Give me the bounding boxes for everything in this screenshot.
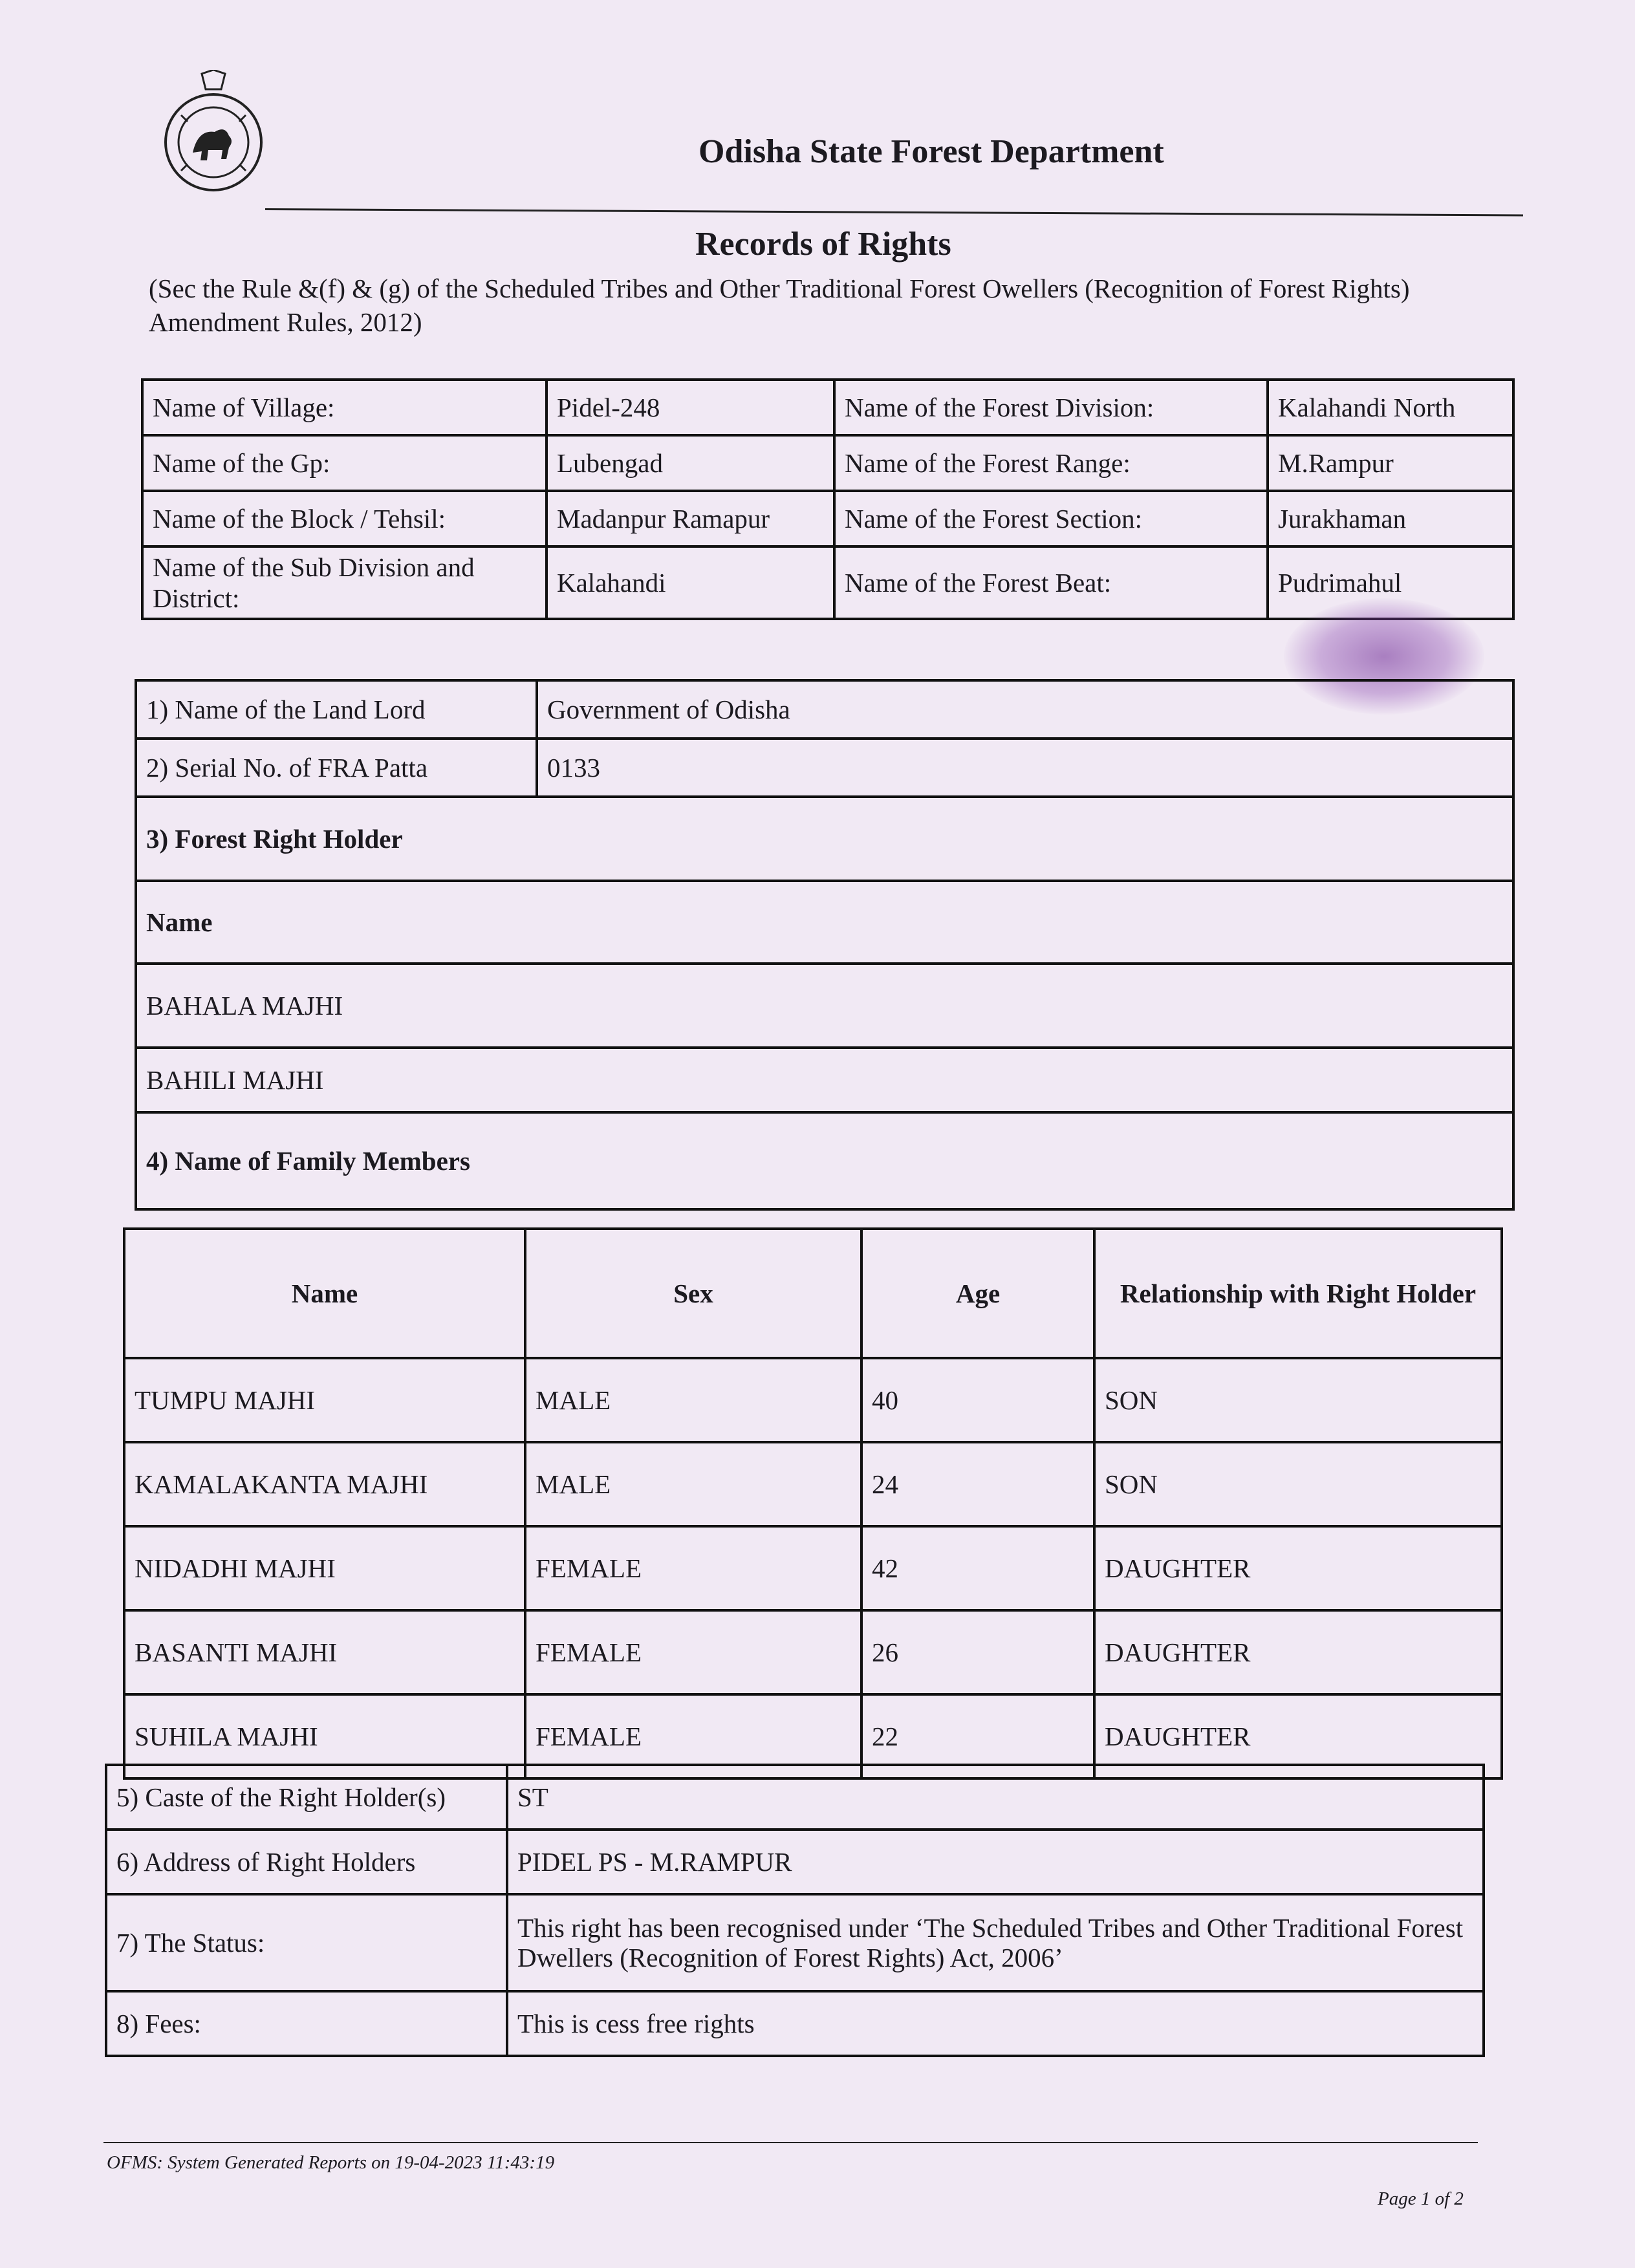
village-label: Name of Village: bbox=[142, 380, 547, 435]
member-relationship: DAUGHTER bbox=[1094, 1610, 1502, 1694]
member-age: 24 bbox=[861, 1442, 1094, 1526]
address-label: 6) Address of Right Holders bbox=[106, 1830, 507, 1894]
member-sex: FEMALE bbox=[525, 1526, 861, 1610]
caste-value: ST bbox=[507, 1765, 1484, 1830]
member-name: NIDADHI MAJHI bbox=[124, 1526, 525, 1610]
table-row bbox=[124, 1526, 1502, 1610]
member-sex: MALE bbox=[525, 1358, 861, 1442]
member-sex: FEMALE bbox=[525, 1610, 861, 1694]
gp-value: Lubengad bbox=[547, 435, 834, 491]
patta-serial-label: 2) Serial No. of FRA Patta bbox=[136, 739, 537, 797]
forest-division-value: Kalahandi North bbox=[1268, 380, 1513, 435]
member-age: 22 bbox=[861, 1694, 1094, 1778]
member-relationship: DAUGHTER bbox=[1094, 1694, 1502, 1778]
status-label: 7) The Status: bbox=[106, 1894, 507, 1991]
table-row bbox=[124, 1358, 1502, 1442]
rule-reference: (Sec the Rule &(f) & (g) of the Scheduled Tribes and Other Traditional Forest Owellers (Recognition of Forest Rights) Amendment Rules, 2012) bbox=[149, 274, 1410, 337]
gp-label: Name of the Gp: bbox=[142, 435, 547, 491]
family-age-header: Age bbox=[861, 1229, 1094, 1358]
forest-range-value: M.Rampur bbox=[1268, 435, 1513, 491]
family-name-header: Name bbox=[124, 1229, 525, 1358]
forest-section-value: Jurakhaman bbox=[1268, 491, 1513, 546]
fees-value: This is cess free rights bbox=[507, 1991, 1484, 2056]
subdivision-value: Kalahandi bbox=[547, 546, 834, 619]
family-members-table bbox=[123, 1227, 1503, 1780]
forest-section-label: Name of the Forest Section: bbox=[834, 491, 1268, 546]
forest-division-label: Name of the Forest Division: bbox=[834, 380, 1268, 435]
fees-label: 8) Fees: bbox=[106, 1991, 507, 2056]
address-value: PIDEL PS - M.RAMPUR bbox=[507, 1830, 1484, 1894]
family-sex-header: Sex bbox=[525, 1229, 861, 1358]
member-relationship: DAUGHTER bbox=[1094, 1526, 1502, 1610]
member-name: KAMALAKANTA MAJHI bbox=[124, 1442, 525, 1526]
department-title: Odisha State Forest Department bbox=[698, 133, 1164, 170]
member-relationship: SON bbox=[1094, 1442, 1502, 1526]
member-age: 42 bbox=[861, 1526, 1094, 1610]
caste-label: 5) Caste of the Right Holder(s) bbox=[106, 1765, 507, 1830]
forest-range-label: Name of the Forest Range: bbox=[834, 435, 1268, 491]
family-relationship-header: Relationship with Right Holder bbox=[1094, 1229, 1502, 1358]
forest-beat-label: Name of the Forest Beat: bbox=[834, 546, 1268, 619]
footer-divider bbox=[103, 2142, 1478, 2143]
member-age: 26 bbox=[861, 1610, 1094, 1694]
family-members-heading: 4) Name of Family Members bbox=[136, 1112, 1513, 1209]
table-row bbox=[124, 1442, 1502, 1526]
member-name: BASANTI MAJHI bbox=[124, 1610, 525, 1694]
block-label: Name of the Block / Tehsil: bbox=[142, 491, 547, 546]
page-number: Page 1 of 2 bbox=[1378, 2188, 1464, 2209]
village-value: Pidel-248 bbox=[547, 380, 834, 435]
subdivision-label: Name of the Sub Division and District: bbox=[142, 546, 547, 619]
member-name: SUHILA MAJHI bbox=[124, 1694, 525, 1778]
status-value: This right has been recognised under ‘The Scheduled Tribes and Other Traditional Forest Dwellers (Recognition of Forest Rights) Act, 2006’ bbox=[507, 1894, 1484, 1991]
details-table bbox=[105, 1764, 1485, 2057]
forest-beat-value: Pudrimahul bbox=[1268, 546, 1513, 619]
holder-name: BAHILI MAJHI bbox=[136, 1048, 1513, 1112]
holder-name-heading: Name bbox=[136, 881, 1513, 964]
record-table bbox=[135, 679, 1515, 1211]
patta-serial-value: 0133 bbox=[537, 739, 1513, 797]
block-value: Madanpur Ramapur bbox=[547, 491, 834, 546]
member-sex: MALE bbox=[525, 1442, 861, 1526]
holder-name: BAHALA MAJHI bbox=[136, 964, 1513, 1048]
records-title: Records of Rights bbox=[695, 226, 951, 263]
forest-right-holder-heading: 3) Forest Right Holder bbox=[136, 797, 1513, 881]
odisha-emblem-icon bbox=[162, 70, 265, 199]
member-name: TUMPU MAJHI bbox=[124, 1358, 525, 1442]
landlord-value: Government of Odisha bbox=[537, 680, 1513, 739]
member-relationship: SON bbox=[1094, 1358, 1502, 1442]
header-divider bbox=[265, 208, 1523, 217]
landlord-label: 1) Name of the Land Lord bbox=[136, 680, 537, 739]
system-generated-note: OFMS: System Generated Reports on 19-04-2023 11:43:19 bbox=[107, 2152, 555, 2173]
member-age: 40 bbox=[861, 1358, 1094, 1442]
member-sex: FEMALE bbox=[525, 1694, 861, 1778]
table-row bbox=[124, 1610, 1502, 1694]
location-table bbox=[141, 378, 1515, 620]
